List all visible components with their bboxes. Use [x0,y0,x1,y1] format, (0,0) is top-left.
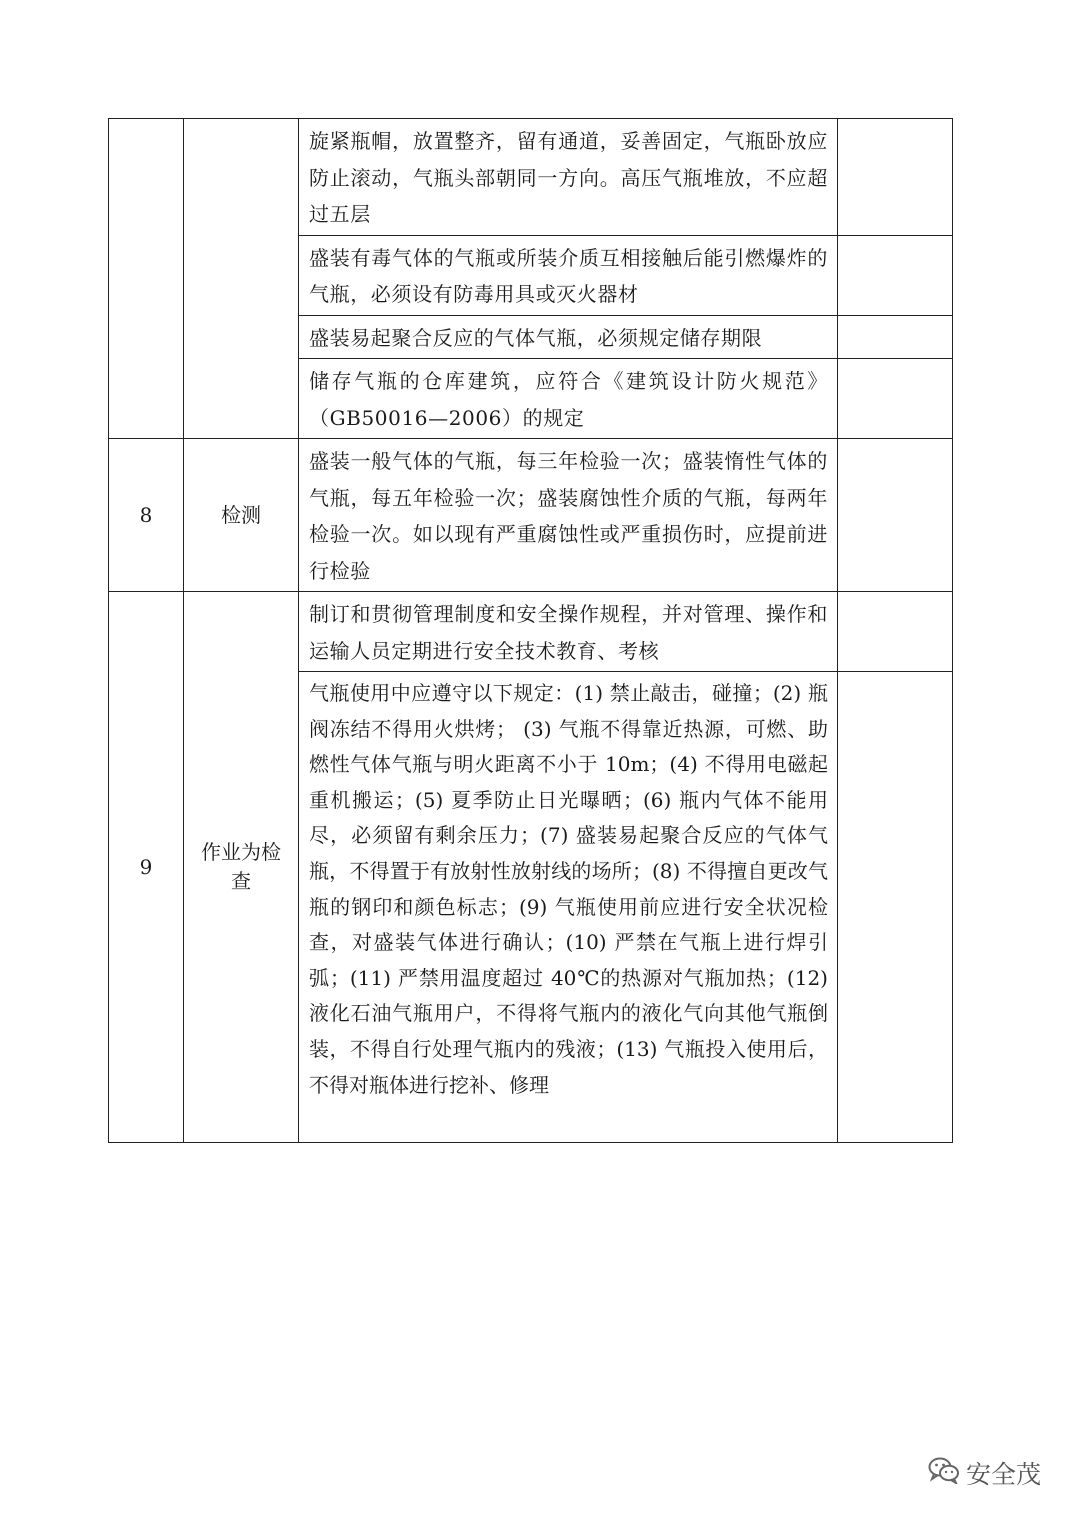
result-cell [838,592,953,672]
checklist-table [108,118,953,1143]
item-number-cell: 8 [109,439,184,592]
requirement-cell: 储存气瓶的仓库建筑，应符合《建筑设计防火规范》（GB50016—2006）的规定 [299,359,838,439]
table-row [109,439,953,592]
table-row [109,119,953,236]
table-row [109,592,953,672]
requirement-cell: 盛装一般气体的气瓶，每三年检验一次；盛装惰性气体的气瓶，每五年检验一次；盛装腐蚀性介质的气瓶，每两年检验一次。如以现有严重腐蚀性或严重损伤时，应提前进行检验 [299,439,838,592]
requirement-cell: 制订和贯彻管理制度和安全操作规程，并对管理、操作和运输人员定期进行安全技术教育、考核 [299,592,838,672]
result-cell [838,235,953,315]
result-cell [838,359,953,439]
requirement-cell: 旋紧瓶帽，放置整齐，留有通道，妥善固定，气瓶卧放应防止滚动，气瓶头部朝同一方向。高压气瓶堆放，不应超过五层 [299,119,838,236]
requirement-cell: 盛装有毒气体的气瓶或所装介质互相接触后能引燃爆炸的气瓶，必须设有防毒用具或灭火器材 [299,235,838,315]
result-cell [838,439,953,592]
item-number-cell: 9 [109,592,184,1143]
result-cell [838,672,953,1143]
item-number-cell [109,119,184,439]
item-category-cell: 作业为检查 [184,592,299,1143]
requirement-cell: 盛装易起聚合反应的气体气瓶，必须规定储存期限 [299,315,838,359]
watermark-text: 安全茂 [966,1460,1042,1489]
result-cell [838,119,953,236]
item-category-cell: 检测 [184,439,299,592]
watermark [928,1455,1041,1491]
item-category-cell [184,119,299,439]
wechat-icon [928,1456,966,1490]
requirement-cell: 气瓶使用中应遵守以下规定：(1) 禁止敲击，碰撞；(2) 瓶阀冻结不得用火烘烤； (3) 气瓶不得靠近热源，可燃、助燃性气体气瓶与明火距离不小于 10m；(4) 不得用电磁起重机搬运；(5) 夏季防止日光曝晒；(6) 瓶内气体不能用尽，必须留有剩余压力；(7) 盛装易起聚合反应的气体气瓶，不得置于有放射性放射线的场所；(8) 不得擅自更改气瓶的钢印和颜色标志；(9) 气瓶使用前应进行安全状况检查，对盛装气体进行确认；(10) 严禁在气瓶上进行焊引弧；(11) 严禁用温度超过 40℃的热源对气瓶加热；(12) 液化石油气瓶用户，不得将气瓶内的液化气向其他气瓶倒装，不得自行处理气瓶内的残液；(13) 气瓶投入使用后，不得对瓶体进行挖补、修理 [299,672,838,1143]
result-cell [838,315,953,359]
